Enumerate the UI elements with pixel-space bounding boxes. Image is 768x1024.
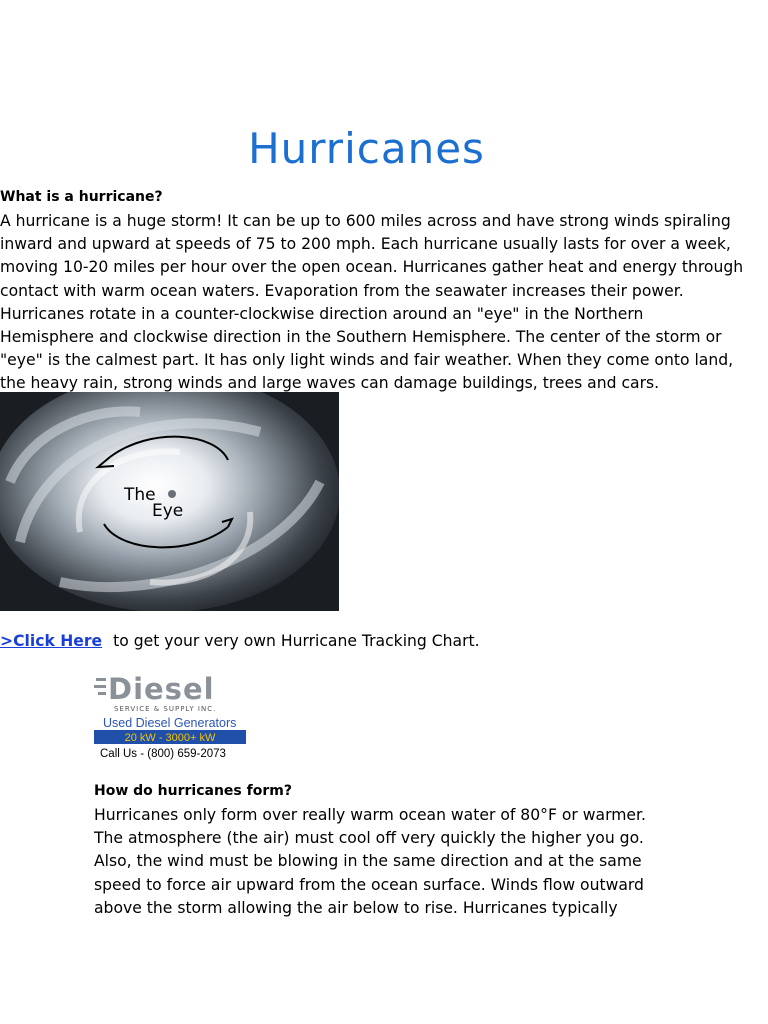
section-heading-what-is: What is a hurricane?	[0, 189, 163, 205]
paragraph-line: Also, the wind must be blowing in the same direction and at the same	[94, 852, 642, 871]
paragraph-line: A hurricane is a huge storm! It can be up to 600 miles across and have strong winds spiraling	[0, 212, 731, 230]
paragraph-line: The atmosphere (the air) must cool off very quickly the higher you go.	[94, 829, 644, 848]
section-paragraph-what-is	[0, 210, 768, 396]
paragraph-line: the heavy rain, strong winds and large waves can damage buildings, trees and cars.	[0, 374, 660, 393]
paragraph-line: "eye" is the calmest part. It has only light winds and fair weather. When they come onto land,	[0, 351, 734, 370]
paragraph-line: moving 10-20 miles per hour over the open ocean. Hurricanes gather heat and energy through	[0, 258, 744, 277]
eye-label-line2: Eye	[152, 501, 184, 521]
ad-product: Used Diesel Generators	[103, 716, 237, 730]
paragraph-line: Hemisphere and clockwise direction in the Southern Hemisphere. The center of the storm or	[0, 328, 722, 347]
ad-tagline: SERVICE & SUPPLY INC.	[114, 705, 217, 713]
diesel-ad-banner[interactable]	[94, 668, 246, 762]
ad-brand: Diesel	[108, 672, 215, 706]
paragraph-line: above the storm allowing the air below to rise. Hurricanes typically	[94, 898, 618, 917]
paragraph-line: Hurricanes rotate in a counter-clockwise direction around an "eye" in the Northern	[0, 304, 644, 323]
paragraph-line: contact with warm ocean waters. Evaporation from the seawater increases their power.	[0, 281, 684, 300]
eye-label-line1: The	[124, 485, 156, 505]
tracking-chart-text: to get your very own Hurricane Tracking Chart.	[113, 632, 480, 650]
section-heading-how-form: How do hurricanes form?	[94, 783, 292, 799]
paragraph-line: speed to force air upward from the ocean surface. Winds flow outward	[94, 875, 644, 894]
tracking-chart-line	[0, 632, 480, 650]
ad-phone: Call Us - (800) 659-2073	[100, 748, 226, 760]
hurricane-satellite-image	[0, 392, 339, 611]
paragraph-line: Hurricanes only form over really warm ocean water of 80°F or warmer.	[94, 806, 646, 824]
click-here-link[interactable]: >Click Here	[0, 632, 103, 650]
section-paragraph-how-form	[94, 804, 754, 920]
ad-range: 20 kW - 3000+ kW	[124, 732, 216, 744]
paragraph-line: inward and upward at speeds of 75 to 200 mph. Each hurricane usually lasts for over a week,	[0, 235, 731, 254]
page-title: Hurricanes	[248, 124, 485, 174]
